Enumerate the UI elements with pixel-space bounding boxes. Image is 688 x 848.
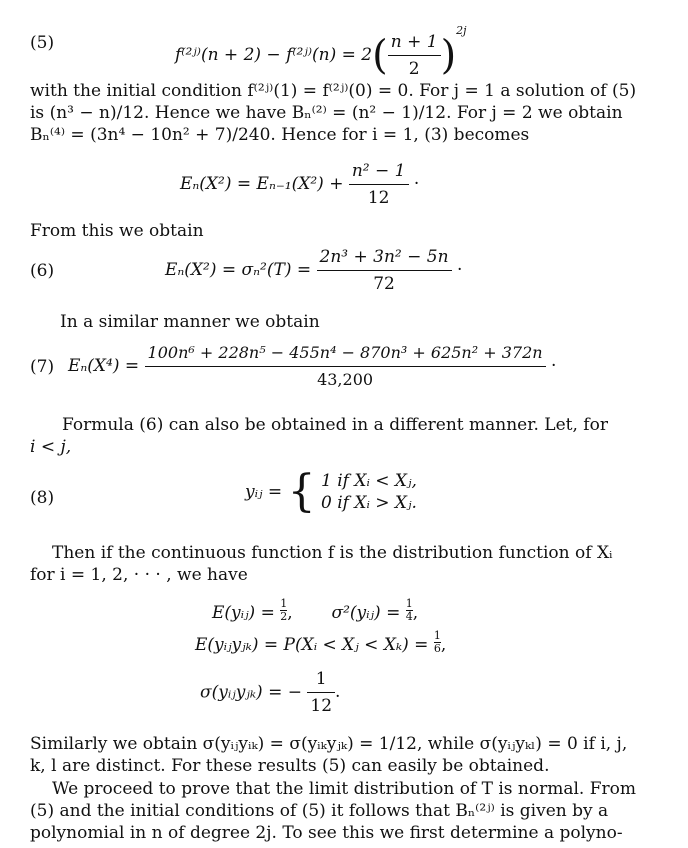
- text-line: polynomial in n of degree 2j. To see this we first determine a polyno-: [30, 823, 623, 843]
- text-line: i < j,: [30, 437, 72, 457]
- fraction: [317, 246, 452, 295]
- numerator: n + 1: [388, 31, 441, 56]
- paragraph: [60, 311, 660, 333]
- text-line: k, l are distinct. For these results (5) can easily be obtained.: [30, 756, 550, 776]
- equation-lhs: Eₙ(X²) = Eₙ₋₁(X²) +: [180, 174, 344, 194]
- text-line: From this we obtain: [30, 221, 204, 241]
- text-line: Then if the continuous function f is the distribution function of Xᵢ: [52, 543, 613, 563]
- numerator: 1: [433, 629, 441, 642]
- paragraph: [30, 414, 666, 458]
- equation-7: [30, 342, 670, 392]
- punctuation: .: [335, 682, 341, 702]
- equation-lhs: Eₙ(X⁴) =: [68, 356, 140, 376]
- punctuation: ·: [413, 174, 420, 194]
- text-line: Bₙ⁽⁴⁾ = (3n⁴ − 10n² + 7)/240. Hence for i = 1, (3) becomes: [30, 125, 530, 145]
- equation-body: [180, 160, 419, 209]
- equation-body: [165, 246, 462, 295]
- numerator: 2n³ + 3n² − 5n: [317, 246, 452, 271]
- numerator: n² − 1: [349, 160, 409, 185]
- punctuation: ,: [440, 635, 447, 655]
- equation-moments: [30, 598, 670, 722]
- left-paren: (: [372, 32, 388, 79]
- equation-recurrence: [30, 160, 670, 210]
- equation-lhs: yᵢⱼ =: [245, 482, 283, 502]
- equation-body: [175, 20, 467, 80]
- equation-number: (5): [30, 33, 55, 53]
- text-line: is (n³ − n)/12. Hence we have Bₙ⁽²⁾ = (n² − 1)/12. For j = 2 we obtain: [30, 103, 623, 123]
- punctuation: ,: [287, 603, 293, 623]
- equation-lhs: E(yᵢⱼyⱼₖ) = P(Xᵢ < Xⱼ < Xₖ) =: [195, 635, 429, 655]
- denominator: 12: [310, 696, 333, 716]
- fraction: [349, 160, 409, 209]
- cases: [321, 470, 417, 514]
- paragraph: [30, 220, 666, 242]
- equation-lhs: σ²(yᵢⱼ) =: [331, 603, 401, 623]
- denominator: 4: [405, 610, 413, 623]
- text-line: Similarly we obtain σ(yᵢⱼyᵢₖ) = σ(yᵢₖyⱼₖ) = 1/12, while σ(yᵢⱼyₖₗ) = 0 if i, j,: [30, 734, 628, 754]
- equation-row: [200, 668, 340, 717]
- fraction: [388, 31, 441, 80]
- text-line: In a similar manner we obtain: [60, 312, 320, 332]
- equation-body: [68, 342, 556, 391]
- paragraph: [30, 778, 666, 844]
- paragraph: [30, 542, 666, 586]
- left-brace: {: [287, 466, 316, 517]
- equation-lhs: σ(yᵢⱼyⱼₖ) = −: [200, 682, 302, 703]
- denominator: 72: [373, 274, 395, 294]
- denominator: 12: [367, 188, 390, 208]
- text-line: for i = 1, 2, · · · , we have: [30, 565, 248, 585]
- equation-body: [245, 466, 417, 517]
- paragraph: [30, 733, 666, 777]
- fraction: [434, 630, 441, 655]
- equation-row: [212, 598, 418, 624]
- equation-number: (8): [30, 488, 55, 508]
- case-row: 0 if Xᵢ > Xⱼ.: [320, 493, 417, 513]
- numerator: 1: [405, 597, 413, 610]
- punctuation: ·: [456, 260, 463, 280]
- equation-row: [195, 630, 446, 656]
- text-line: We proceed to prove that the limit distribution of T is normal. From: [52, 779, 637, 799]
- fraction: [145, 342, 546, 391]
- equation-lhs: f⁽²ʲ⁾(n + 2) − f⁽²ʲ⁾(n) = 2: [175, 45, 373, 65]
- denominator: 2: [280, 610, 288, 623]
- equation-lhs: Eₙ(X²) = σₙ²(T) =: [165, 260, 312, 280]
- numerator: 100n⁶ + 228n⁵ − 455n⁴ − 870n³ + 625n² + 372n: [145, 342, 546, 367]
- text-line: (5) and the initial conditions of (5) it follows that Bₙ⁽²ʲ⁾ is given by a: [30, 801, 609, 821]
- exponent: 2j: [456, 24, 467, 37]
- denominator: 6: [433, 642, 441, 655]
- denominator: 43,200: [317, 370, 374, 389]
- equation-5: [30, 20, 670, 79]
- numerator: 1: [307, 668, 335, 693]
- equation-8: [30, 466, 670, 528]
- text-line: with the initial condition f⁽²ʲ⁾(1) = f⁽²ʲ⁾(0) = 0. For j = 1 a solution of (5): [30, 81, 637, 101]
- punctuation: ·: [550, 356, 557, 376]
- case-row: 1 if Xᵢ < Xⱼ,: [320, 471, 417, 491]
- denominator: 2: [408, 59, 420, 79]
- fraction: [307, 668, 335, 717]
- equation-lhs: E(yᵢⱼ) =: [212, 603, 275, 623]
- fraction: [406, 598, 413, 623]
- punctuation: ,: [412, 603, 419, 623]
- equation-number: (6): [30, 261, 55, 281]
- equation-number: (7): [30, 357, 55, 377]
- numerator: 1: [280, 597, 288, 610]
- text-line: Formula (6) can also be obtained in a different manner. Let, for: [62, 415, 608, 435]
- equation-6: [30, 246, 670, 296]
- paragraph: [30, 80, 666, 146]
- right-paren: ): [440, 32, 457, 79]
